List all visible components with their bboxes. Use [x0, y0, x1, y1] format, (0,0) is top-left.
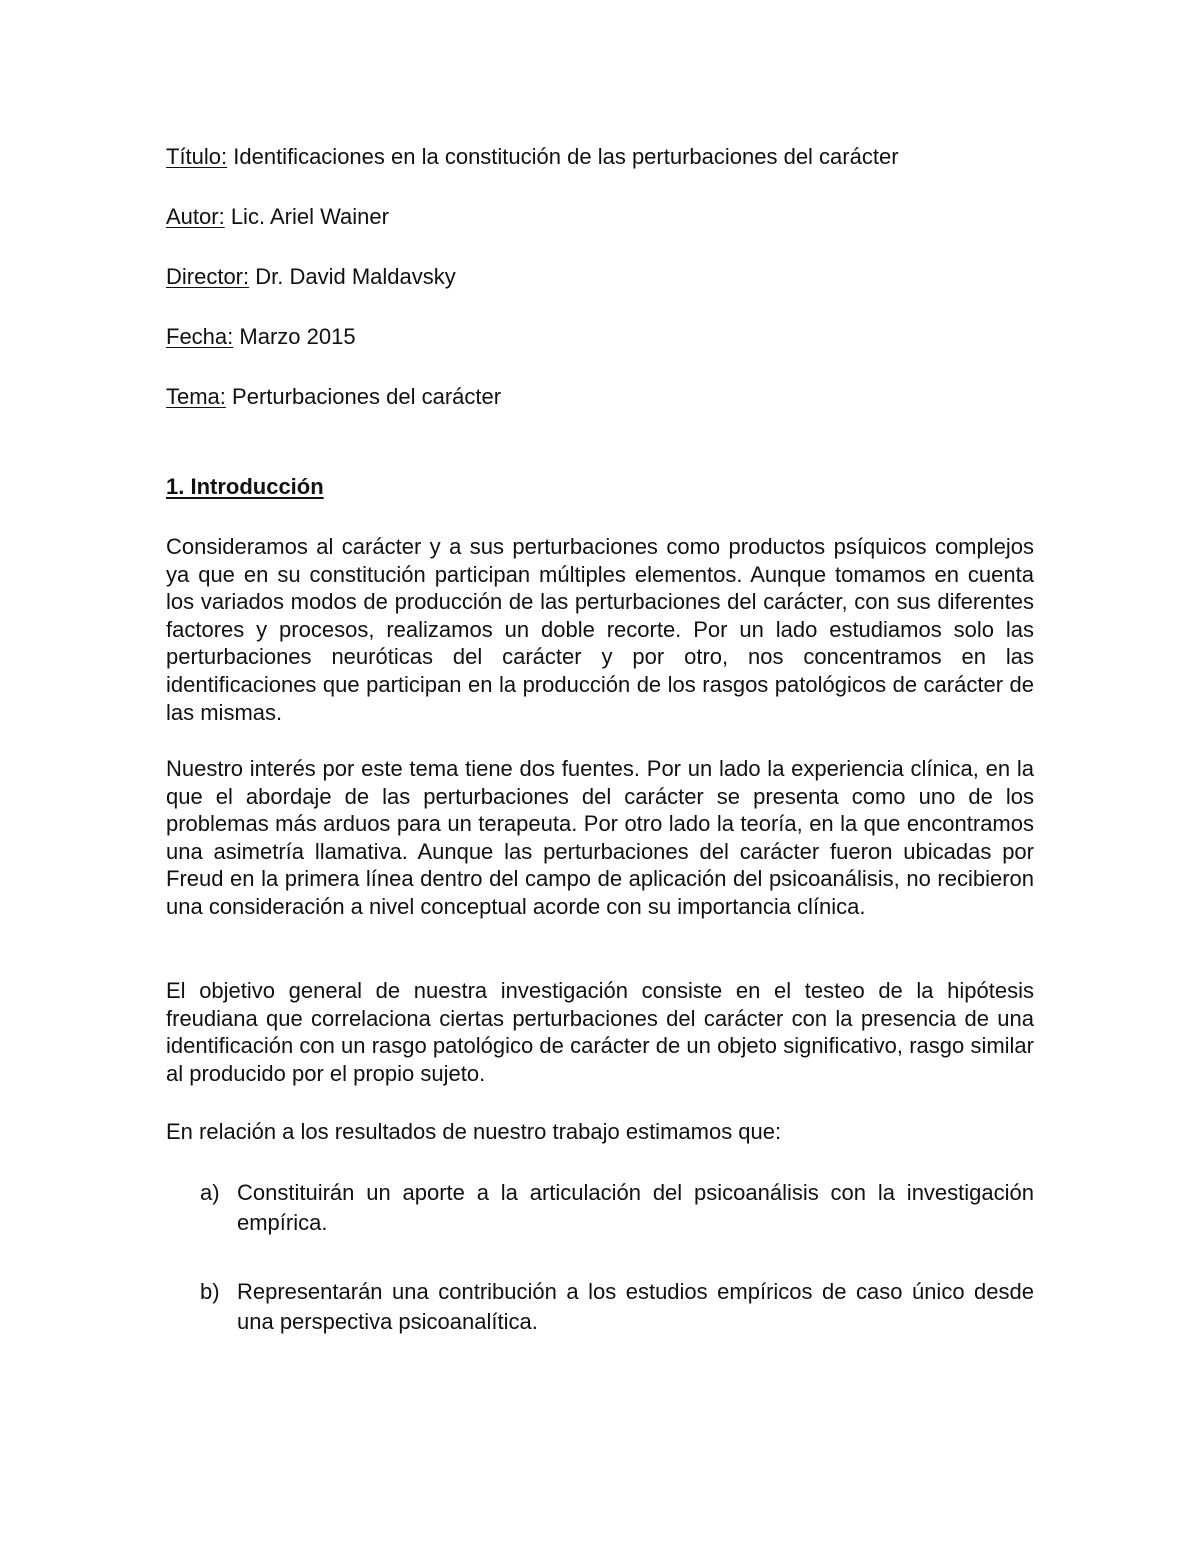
paragraph-intro-1: Consideramos al carácter y a sus perturbaciones como productos psíquicos complejos ya que en su constitución participan múltiples elementos. Aunque tomamos en cuenta los variados modos de producción de las perturbaciones del carácter, con sus diferentes factores y procesos, realizamos un doble recorte. Por un lado estudiamos solo las perturbaciones neuróticas del carácter y por otro, nos concentramos en las identificaciones que participan en la producción de los rasgos patológicos de carácter de las mismas.	[166, 534, 1034, 725]
list-item-text: Constituirán un aporte a la articulación del psicoanálisis con la investigación empírica.	[237, 1180, 1034, 1235]
autor-value: Lic. Ariel Wainer	[224, 204, 389, 229]
paragraph-intro-2: Nuestro interés por este tema tiene dos fuentes. Por un lado la experiencia clínica, en la que el abordaje de las perturbaciones del carácter se presenta como uno de los problemas más arduos para un terapeuta. Por otro lado la teoría, en la que encontramos una asimetría llamativa. Aunque las perturbaciones del carácter fueron ubicadas por Freud en la primera línea dentro del campo de aplicación del psicoanálisis, no recibieron una consideración a nivel conceptual acorde con su importancia clínica.	[166, 756, 1034, 919]
director-line	[166, 264, 456, 290]
list-marker: b)	[200, 1279, 220, 1304]
fecha-label: Fecha:	[166, 324, 234, 349]
tema-label: Tema:	[166, 384, 226, 409]
autor-line	[166, 204, 389, 230]
list-item-text: Representarán una contribución a los estudios empíricos de caso único desde una perspectiva psicoanalítica.	[237, 1279, 1034, 1334]
list-marker: a)	[200, 1180, 220, 1205]
director-label: Director:	[166, 264, 250, 289]
fecha-value: Marzo 2015	[233, 324, 356, 349]
paragraph-intro-4: En relación a los resultados de nuestro trabajo estimamos que:	[166, 1119, 782, 1144]
tema-line	[166, 384, 501, 410]
autor-label: Autor:	[166, 204, 225, 229]
titulo-line	[166, 144, 899, 170]
titulo-value: Identificaciones en la constitución de las perturbaciones del carácter	[227, 144, 899, 169]
titulo-label: Título:	[166, 144, 228, 169]
section-heading: 1. Introducción	[166, 474, 324, 499]
paragraph-intro-3: El objetivo general de nuestra investigación consiste en el testeo de la hipótesis freudiana que correlaciona ciertas perturbaciones del carácter con la presencia de una identificación con un rasgo patológico de carácter de un objeto significativo, rasgo similar al producido por el propio sujeto.	[166, 978, 1034, 1086]
fecha-line	[166, 324, 356, 350]
director-value: Dr. David Maldavsky	[249, 264, 456, 289]
tema-value: Perturbaciones del carácter	[225, 384, 502, 409]
